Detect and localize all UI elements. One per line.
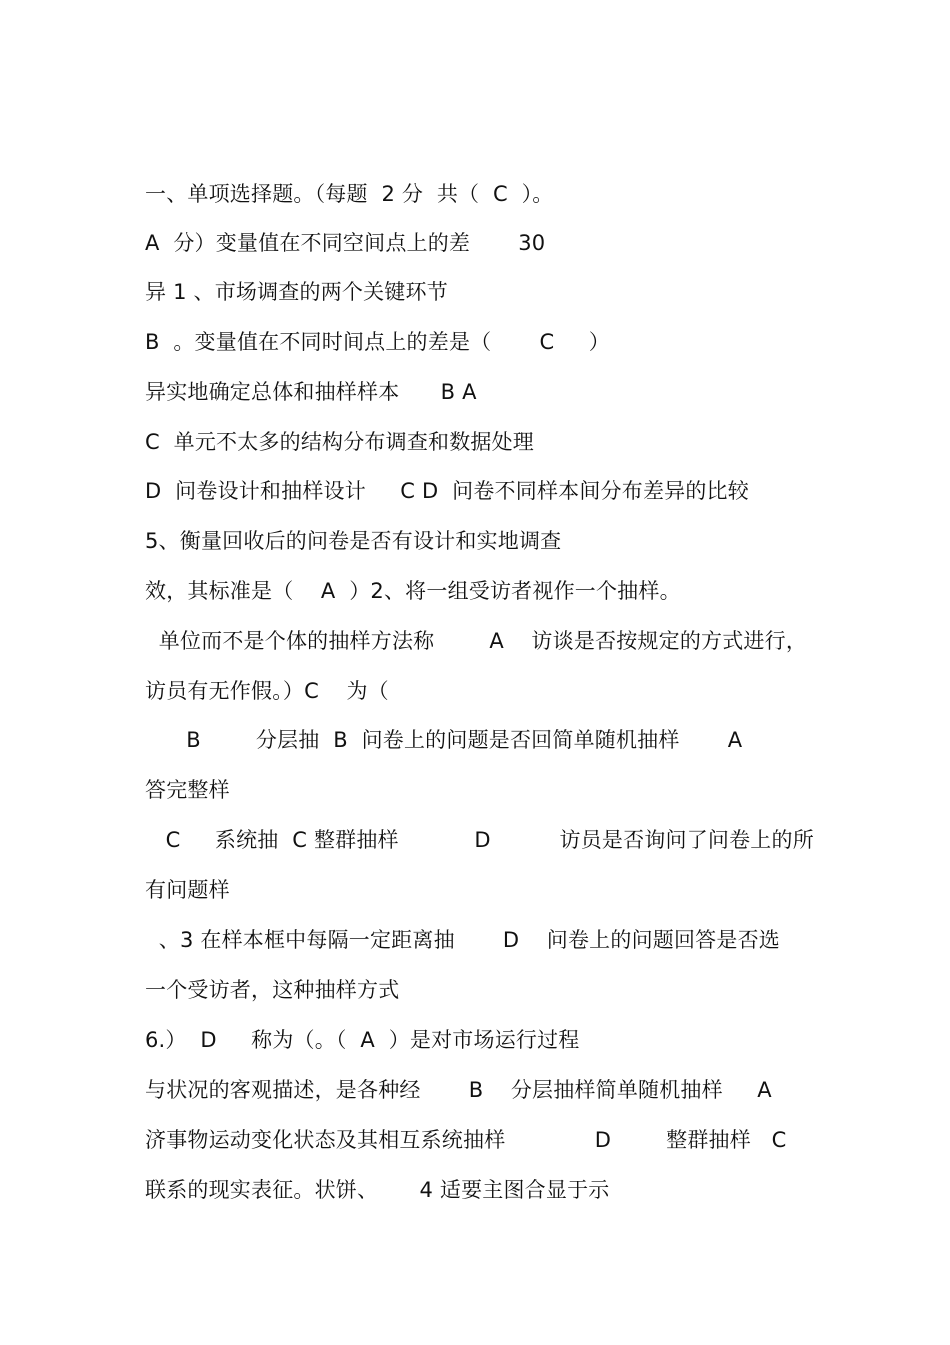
text-line: 一、单项选择题。（每题 2 分 共（ C ）。 [145, 182, 554, 206]
text-line: A 分）变量值在不同空间点上的差 30 [145, 231, 546, 255]
text-line: 联系的现实表征。状饼、 4 适要主图合显于示 [145, 1178, 610, 1202]
text-line: 一个受访者，这种抽样方式 [145, 978, 400, 1002]
text-line: 与状况的客观描述，是各种经 B 分层抽样简单随机抽样 A [145, 1078, 772, 1102]
text-line: 异实地确定总体和抽样样本 B A [145, 380, 477, 404]
text-line: 6.） D 称为（。（ A ）是对市场运行过程 [145, 1028, 580, 1052]
text-line: B 。变量值在不同时间点上的差是（ C ） [145, 330, 610, 354]
text-line: 效，其标准是（ A ）2、将一组受访者视作一个抽样。 [145, 579, 681, 603]
text-line: 有问题样 [145, 878, 230, 902]
text-line: 访员有无作假。）C 为（ [145, 679, 389, 703]
text-line: C 单元不太多的结构分布调查和数据处理 [145, 430, 535, 454]
text-line: 答完整样 [145, 778, 230, 802]
text-line: B 分层抽 B 问卷上的问题是否回简单随机抽样 A [145, 728, 743, 752]
text-line: 、3 在样本框中每隔一定距离抽 D 问卷上的问题回答是否选 [145, 928, 780, 952]
text-line: 单位而不是个体的抽样方法称 A 访谈是否按规定的方式进行， [145, 629, 808, 653]
text-line: 5、衡量回收后的问卷是否有设计和实地调查 [145, 529, 562, 553]
text-line: C 系统抽 C 整群抽样 D 访员是否询问了问卷上的所 [145, 828, 814, 852]
text-line: 异 1 、市场调查的两个关键环节 [145, 280, 448, 304]
text-line: D 问卷设计和抽样设计 C D 问卷不同样本间分布差异的比较 [145, 479, 749, 503]
text-line: 济事物运动变化状态及其相互系统抽样 D 整群抽样 C [145, 1128, 787, 1152]
